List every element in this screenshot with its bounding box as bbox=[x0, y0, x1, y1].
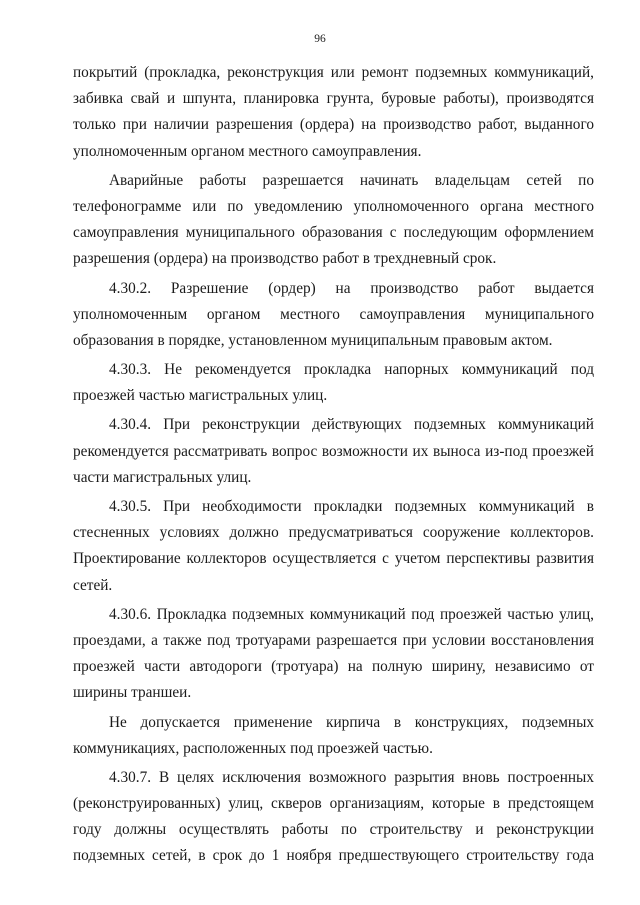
paragraph bbox=[73, 710, 594, 762]
text-line: проездами, а также под тротуарами разрешается при условии восстановления bbox=[73, 631, 594, 649]
text-line: (реконструированных) улиц, скверов организациям, которые в предстоящем bbox=[73, 795, 594, 813]
text-line: уполномоченным органом местного самоуправления муниципального bbox=[73, 305, 594, 323]
text-line: покрытий (прокладка, реконструкция или ремонт подземных коммуникаций, bbox=[73, 64, 594, 81]
text-line: 4.30.2. Разрешение (ордер) на производство работ выдается bbox=[109, 279, 594, 297]
text-line: телефонограмме или по уведомлению уполномоченного органа местного bbox=[73, 197, 594, 215]
paragraph bbox=[73, 765, 594, 870]
text-line: 4.30.7. В целях исключения возможного разрытия вновь построенных bbox=[109, 768, 594, 786]
paragraph bbox=[73, 168, 594, 273]
paragraph bbox=[73, 412, 594, 491]
text-line: сетей. bbox=[73, 576, 113, 594]
text-line: стесненных условиях должно предусматриваться сооружение коллекторов. bbox=[73, 524, 594, 542]
text-line: рекомендуется рассматривать вопрос возможности их выноса из-под проезжей bbox=[73, 442, 594, 460]
paragraph bbox=[73, 602, 594, 707]
text-line: Не допускается применение кирпича в конструкциях, подземных bbox=[109, 713, 594, 731]
text-line: самоуправления муниципального образования с последующим оформлением bbox=[73, 224, 594, 242]
page-number: 96 bbox=[314, 33, 326, 45]
text-line: Проектирование коллекторов осуществляется с учетом перспективы развития bbox=[73, 550, 594, 568]
text-line: разрешения (ордера) на производство работ в трехдневный срок. bbox=[73, 250, 497, 268]
text-line: только при наличии разрешения (ордера) на производство работ, выданного bbox=[73, 116, 594, 134]
text-line: части магистральных улиц. bbox=[73, 468, 252, 486]
text-line: 4.30.3. Не рекомендуется прокладка напорных коммуникаций под bbox=[109, 361, 594, 379]
text-line: проезжей частью магистральных улиц. bbox=[73, 387, 328, 405]
text-line: ширины траншеи. bbox=[73, 684, 192, 702]
text-line: забивка свай и шпунта, планировка грунта, буровые работы), производятся bbox=[73, 90, 594, 108]
body-text bbox=[73, 60, 594, 870]
text-line: уполномоченным органом местного самоуправления. bbox=[73, 142, 422, 160]
text-line: коммуникациях, расположенных под проезжей частью. bbox=[73, 739, 433, 757]
text-line: Аварийные работы разрешается начинать владельцам сетей по bbox=[109, 171, 594, 189]
paragraph bbox=[73, 494, 594, 599]
text-line: подземных сетей, в срок до 1 ноября предшествующего строительству года bbox=[73, 847, 594, 865]
paragraph bbox=[73, 357, 594, 409]
text-line: году должны осуществлять работы по строительству и реконструкции bbox=[73, 821, 594, 839]
text-line: 4.30.5. При необходимости прокладки подземных коммуникаций в bbox=[109, 498, 594, 515]
text-line: 4.30.4. При реконструкции действующих подземных коммуникаций bbox=[109, 416, 594, 434]
paragraph bbox=[73, 276, 594, 355]
text-line: проезжей части автодороги (тротуара) на полную ширину, независимо от bbox=[73, 658, 594, 676]
text-line: образования в порядке, установленном муниципальным правовым актом. bbox=[73, 331, 553, 349]
paragraph bbox=[73, 60, 594, 165]
text-line: 4.30.6. Прокладка подземных коммуникаций под проезжей частью улиц, bbox=[109, 605, 594, 623]
